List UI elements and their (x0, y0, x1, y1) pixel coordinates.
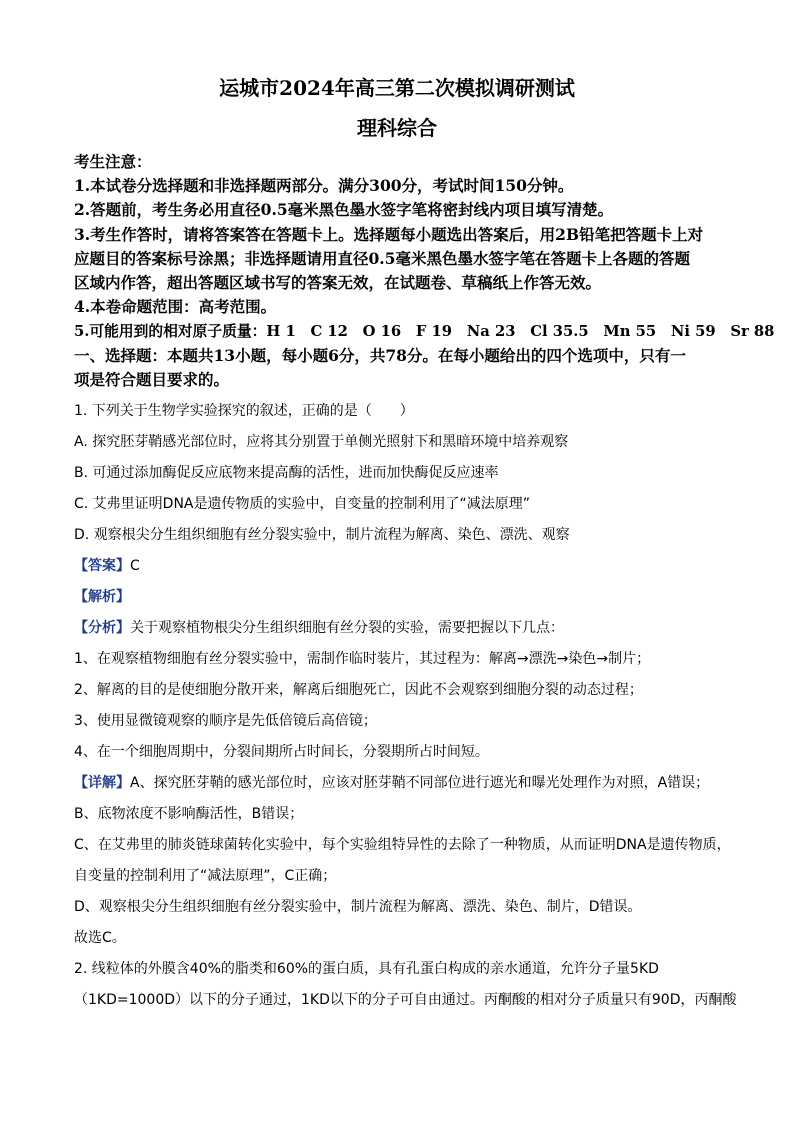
analysis-label: 【解析】 (74, 589, 130, 605)
note-item: 1.本试卷分选择题和非选择题两部分。满分300分，考试时间150分钟。 (74, 176, 574, 195)
detail-c-cont: 自变量的控制利用了“减法原理”，C正确； (74, 868, 337, 884)
fenxi-label: 【分析】 (74, 620, 130, 636)
note-item: 5.可能用到的相对原子质量：H 1 C 12 O 16 F 19 Na 23 Cl 35.5 Mn 55 Ni 59 Sr 88 (74, 323, 775, 340)
conclusion: 故选C。 (74, 930, 126, 946)
option-c: C. 艾弗里证明DNA是遗传物质的实验中，自变量的控制利用了“减法原理” (74, 496, 531, 512)
note-item: 3.考生作答时，请将答案答在答题卡上。选择题每小题选出答案后，用2B铅笔把答题卡上对 (74, 225, 704, 244)
fenxi-text: 关于观察植物根尖分生组织细胞有丝分裂的实验，需要把握以下几点： (130, 620, 564, 636)
option-a: A. 探究胚芽鞘感光部位时，应将其分别置于单侧光照射下和黑暗环境中培养观察 (74, 434, 569, 450)
answer-line (74, 555, 140, 575)
question-1-stem: 1. 下列关于生物学实验探究的叙述，正确的是（ ） (74, 403, 414, 419)
detail-line (74, 772, 709, 792)
option-b: B. 可通过添加酶促反应底物来提高酶的活性，进而加快酶促反应速率 (74, 465, 499, 481)
answer-value: C (130, 558, 140, 574)
option-d: D. 观察根尖分生组织细胞有丝分裂实验中，制片流程为解离、染色、漂洗、观察 (74, 527, 570, 543)
point-item: 4、在一个细胞周期中，分裂间期所占时间长，分裂期所占时间短。 (74, 744, 489, 760)
point-item: 3、使用显微镜观察的顺序是先低倍镜后高倍镜； (74, 713, 377, 729)
detail-b: B、底物浓度不影响酶活性，B错误； (74, 806, 304, 822)
note-item: 应题目的答案标号涂黑；非选择题请用直径0.5毫米黑色墨水签字笔在答题卡上各题的答题 (74, 249, 690, 268)
question-2-stem: 2. 线粒体的外膜含40%的脂类和60%的蛋白质，具有孔蛋白构成的亲水通道，允许分子量5KD (74, 961, 659, 977)
note-item: 2.答题前，考生务必用直径0.5毫米黑色墨水签字笔将密封线内项目填写清楚。 (74, 200, 614, 219)
notes-heading: 考生注意： (74, 152, 152, 171)
answer-label: 【答案】 (74, 558, 130, 574)
analysis-line (74, 586, 130, 606)
page-subtitle: 理科综合 (357, 116, 437, 140)
detail-a: A、探究胚芽鞘的感光部位时，应该对胚芽鞘不同部位进行遮光和曝光处理作为对照，A错误； (130, 775, 710, 791)
question-2-stem-cont: （1KD=1000D）以下的分子通过，1KD以下的分子可自由通过。丙酮酸的相对分子质量只有90D，丙酮酸 (74, 992, 737, 1008)
note-item: 区域内作答，超出答题区域书写的答案无效，在试题卷、草稿纸上作答无效。 (74, 273, 602, 292)
section-heading-cont: 项是符合题目要求的。 (74, 370, 230, 389)
fenxi-line (74, 617, 564, 637)
section-heading: 一、选择题：本题共13小题，每小题6分，共78分。在每小题给出的四个选项中，只有一 (74, 346, 686, 365)
page-title: 运城市2024年高三第二次模拟调研测试 (219, 76, 575, 100)
point-item: 2、解离的目的是使细胞分散开来，解离后细胞死亡，因此不会观察到细胞分裂的动态过程； (74, 682, 643, 698)
detail-label: 【详解】 (74, 775, 130, 791)
detail-d: D、观察根尖分生组织细胞有丝分裂实验中，制片流程为解离、漂洗、染色、制片，D错误。 (74, 899, 642, 915)
point-item: 1、在观察植物细胞有丝分裂实验中，需制作临时装片，其过程为：解离→漂洗→染色→制片； (74, 651, 651, 667)
note-item: 4.本卷命题范围：高考范围。 (74, 297, 277, 316)
detail-c: C、在艾弗里的肺炎链球菌转化实验中，每个实验组特异性的去除了一种物质，从而证明DNA是遗传物质， (74, 837, 731, 853)
